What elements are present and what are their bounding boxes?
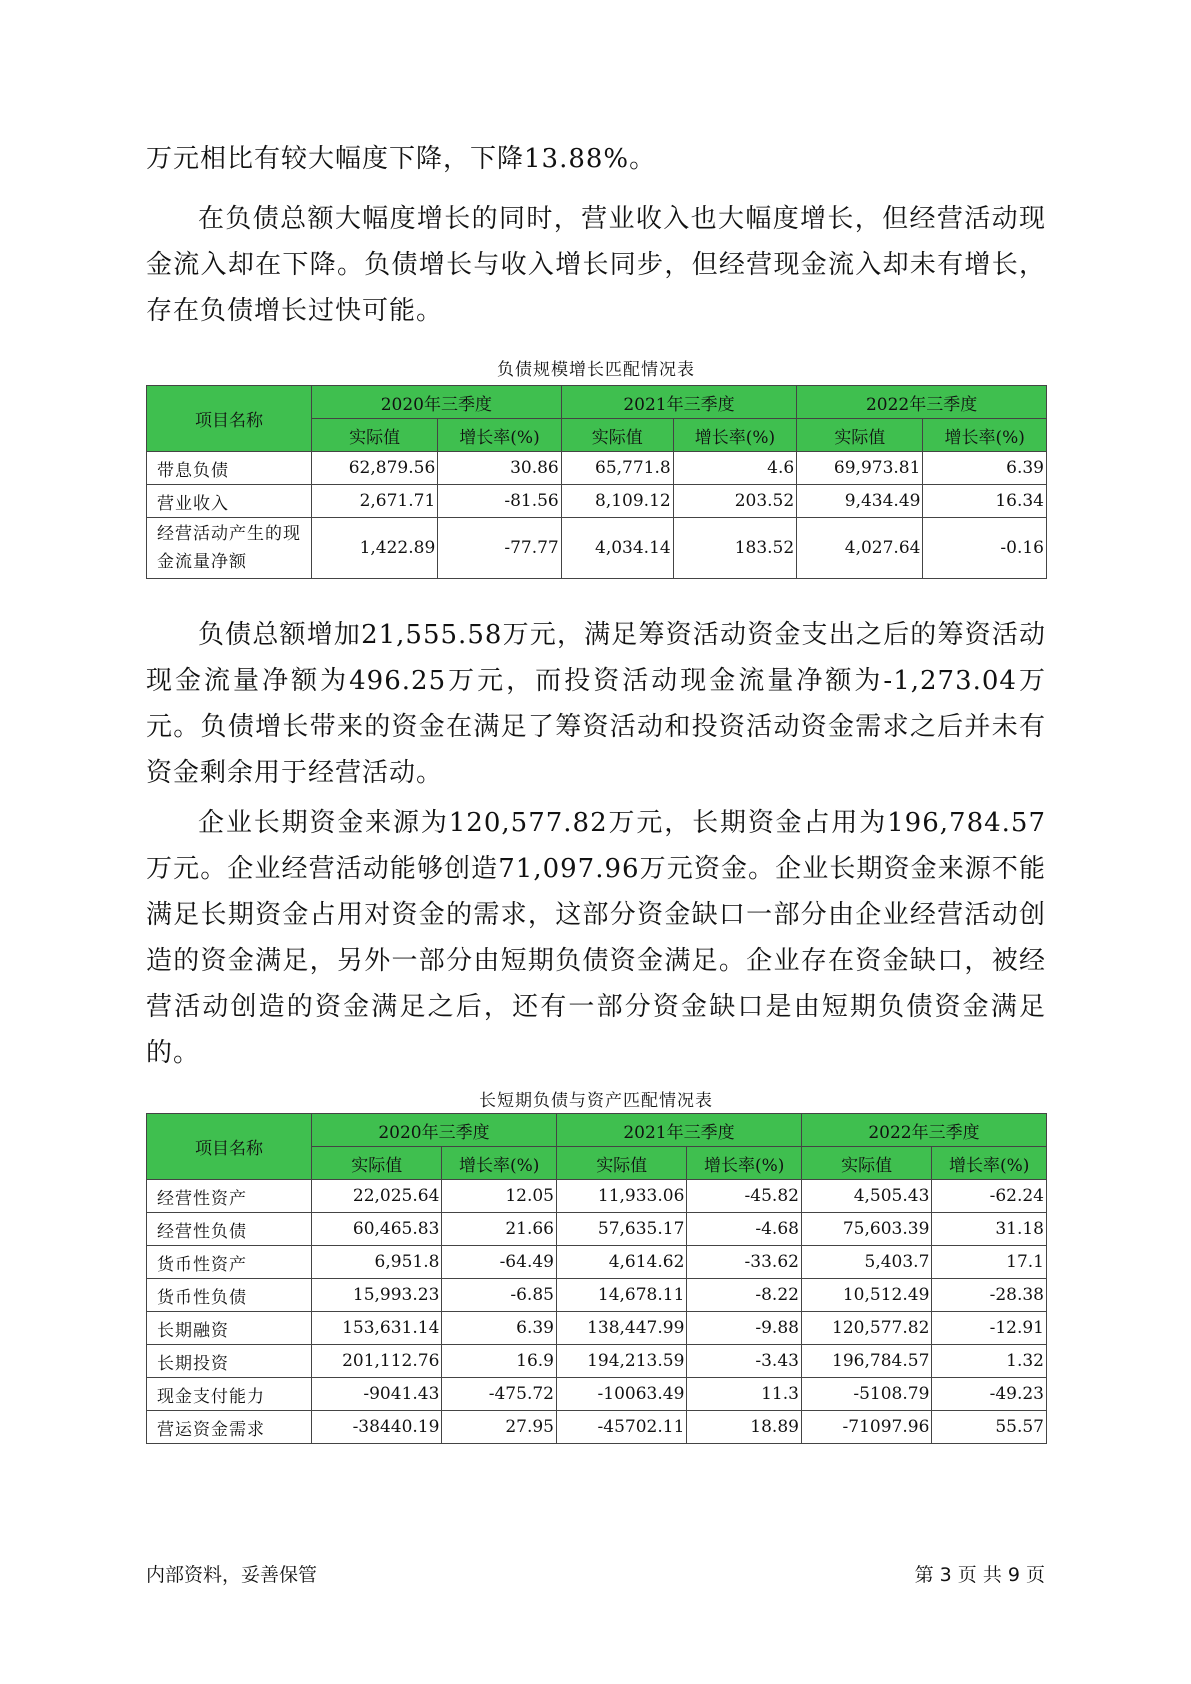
table-row [147,518,1047,579]
table-row [147,1246,1047,1279]
header-actual: 实际值 [312,1147,442,1180]
row-label: 现金支付能力 [147,1378,312,1411]
cell-value: 5,403.7 [801,1246,931,1279]
table-row [147,1345,1047,1378]
table-row [147,1411,1047,1444]
header-actual: 实际值 [561,419,673,452]
cell-value: 16.9 [442,1345,557,1378]
cell-value: 6.39 [442,1312,557,1345]
cell-value: -45.82 [687,1180,802,1213]
table2-caption: 长短期负债与资产匹配情况表 [479,1091,713,1111]
cell-value: 153,631.14 [312,1312,442,1345]
cell-value: 14,678.11 [556,1279,686,1312]
cell-value: -62.24 [932,1180,1047,1213]
header-item-name: 项目名称 [147,1114,312,1180]
cell-value: -45702.11 [556,1411,686,1444]
cell-value: 10,512.49 [801,1279,931,1312]
cell-value: 1.32 [932,1345,1047,1378]
header-actual: 实际值 [797,419,923,452]
row-label: 货币性负债 [147,1279,312,1312]
cell-value: 11,933.06 [556,1180,686,1213]
cell-value: -77.77 [438,518,561,579]
cell-value: -9.88 [687,1312,802,1345]
cell-value: -10063.49 [556,1378,686,1411]
cell-value: -71097.96 [801,1411,931,1444]
cell-value: -33.62 [687,1246,802,1279]
header-period: 2021年三季度 [561,386,796,419]
header-actual: 实际值 [801,1147,931,1180]
cell-value: 30.86 [438,452,561,485]
row-label: 经营活动产生的现金流量净额 [147,518,312,579]
row-label: 营业收入 [147,485,312,518]
table-debt-asset-match [146,1113,1047,1444]
table1-caption: 负债规模增长匹配情况表 [497,360,695,380]
row-label: 长期融资 [147,1312,312,1345]
header-growth: 增长率(%) [438,419,561,452]
cell-value: 17.1 [932,1246,1047,1279]
header-growth: 增长率(%) [687,1147,802,1180]
header-growth: 增长率(%) [923,419,1047,452]
cell-value: 62,879.56 [312,452,438,485]
cell-value: -49.23 [932,1378,1047,1411]
header-growth: 增长率(%) [932,1147,1047,1180]
table-row [147,452,1047,485]
paragraph-2: 在负债总额大幅度增长的同时，营业收入也大幅度增长，但经营活动现金流入却在下降。负债增长与收入增长同步，但经营现金流入却未有增长，存在负债增长过快可能。 [146,204,1046,326]
header-period: 2020年三季度 [312,386,562,419]
cell-value: 18.89 [687,1411,802,1444]
cell-value: 69,973.81 [797,452,923,485]
cell-value: -0.16 [923,518,1047,579]
cell-value: 4,034.14 [561,518,673,579]
header-growth: 增长率(%) [442,1147,557,1180]
row-label: 货币性资产 [147,1246,312,1279]
cell-value: 31.18 [932,1213,1047,1246]
cell-value: 138,447.99 [556,1312,686,1345]
table-row [147,1180,1047,1213]
cell-value: 21.66 [442,1213,557,1246]
row-label: 营运资金需求 [147,1411,312,1444]
table-row [147,1378,1047,1411]
table-row [147,1312,1047,1345]
row-label: 长期投资 [147,1345,312,1378]
cell-value: 55.57 [932,1411,1047,1444]
paragraph-1: 万元相比有较大幅度下降，下降13.88%。 [146,144,657,174]
cell-value: 6,951.8 [312,1246,442,1279]
cell-value: -9041.43 [312,1378,442,1411]
cell-value: -12.91 [932,1312,1047,1345]
table-row [147,1279,1047,1312]
header-item-name: 项目名称 [147,386,312,452]
footer-confidential-note: 内部资料，妥善保管 [146,1564,318,1586]
cell-value: -4.68 [687,1213,802,1246]
cell-value: -5108.79 [801,1378,931,1411]
cell-value: 120,577.82 [801,1312,931,1345]
cell-value: -6.85 [442,1279,557,1312]
row-label: 经营性资产 [147,1180,312,1213]
cell-value: 4.6 [673,452,796,485]
header-period: 2021年三季度 [556,1114,801,1147]
header-period: 2022年三季度 [797,386,1047,419]
cell-value: 65,771.8 [561,452,673,485]
cell-value: -38440.19 [312,1411,442,1444]
cell-value: 196,784.57 [801,1345,931,1378]
cell-value: 57,635.17 [556,1213,686,1246]
cell-value: 60,465.83 [312,1213,442,1246]
table-row [147,485,1047,518]
cell-value: 9,434.49 [797,485,923,518]
cell-value: -64.49 [442,1246,557,1279]
cell-value: -475.72 [442,1378,557,1411]
paragraph-4: 企业长期资金来源为120,577.82万元，长期资金占用为196,784.57万元。企业经营活动能够创造71,097.96万元资金。企业长期资金来源不能满足长期资金占用对资金的需求，这部分资金缺口一部分由企业经营活动创造的资金满足，另外一部分由短期负债资金满足。企业存在资金缺口，被经营活动创造的资金满足之后，还有一部分资金缺口是由短期负债资金满足的。 [146,808,1046,1068]
header-period: 2020年三季度 [312,1114,557,1147]
cell-value: 27.95 [442,1411,557,1444]
cell-value: -81.56 [438,485,561,518]
cell-value: 201,112.76 [312,1345,442,1378]
cell-value: 8,109.12 [561,485,673,518]
table-row [147,1213,1047,1246]
cell-value: 194,213.59 [556,1345,686,1378]
header-period: 2022年三季度 [801,1114,1046,1147]
paragraph-3: 负债总额增加21,555.58万元，满足筹资活动资金支出之后的筹资活动现金流量净额为496.25万元，而投资活动现金流量净额为-1,273.04万元。负债增长带来的资金在满足了筹资活动和投资活动资金需求之后并未有资金剩余用于经营活动。 [146,620,1046,788]
cell-value: -28.38 [932,1279,1047,1312]
cell-value: 4,614.62 [556,1246,686,1279]
cell-value: 4,027.64 [797,518,923,579]
cell-value: 4,505.43 [801,1180,931,1213]
cell-value: 2,671.71 [312,485,438,518]
cell-value: -3.43 [687,1345,802,1378]
header-actual: 实际值 [556,1147,686,1180]
table-debt-growth [146,385,1047,579]
cell-value: 183.52 [673,518,796,579]
cell-value: 11.3 [687,1378,802,1411]
cell-value: 12.05 [442,1180,557,1213]
cell-value: 1,422.89 [312,518,438,579]
cell-value: 15,993.23 [312,1279,442,1312]
cell-value: -8.22 [687,1279,802,1312]
header-actual: 实际值 [312,419,438,452]
cell-value: 6.39 [923,452,1047,485]
row-label: 经营性负债 [147,1213,312,1246]
cell-value: 75,603.39 [801,1213,931,1246]
footer-page-number: 第 3 页 共 9 页 [914,1564,1045,1586]
row-label: 带息负债 [147,452,312,485]
cell-value: 16.34 [923,485,1047,518]
header-growth: 增长率(%) [673,419,796,452]
cell-value: 203.52 [673,485,796,518]
cell-value: 22,025.64 [312,1180,442,1213]
